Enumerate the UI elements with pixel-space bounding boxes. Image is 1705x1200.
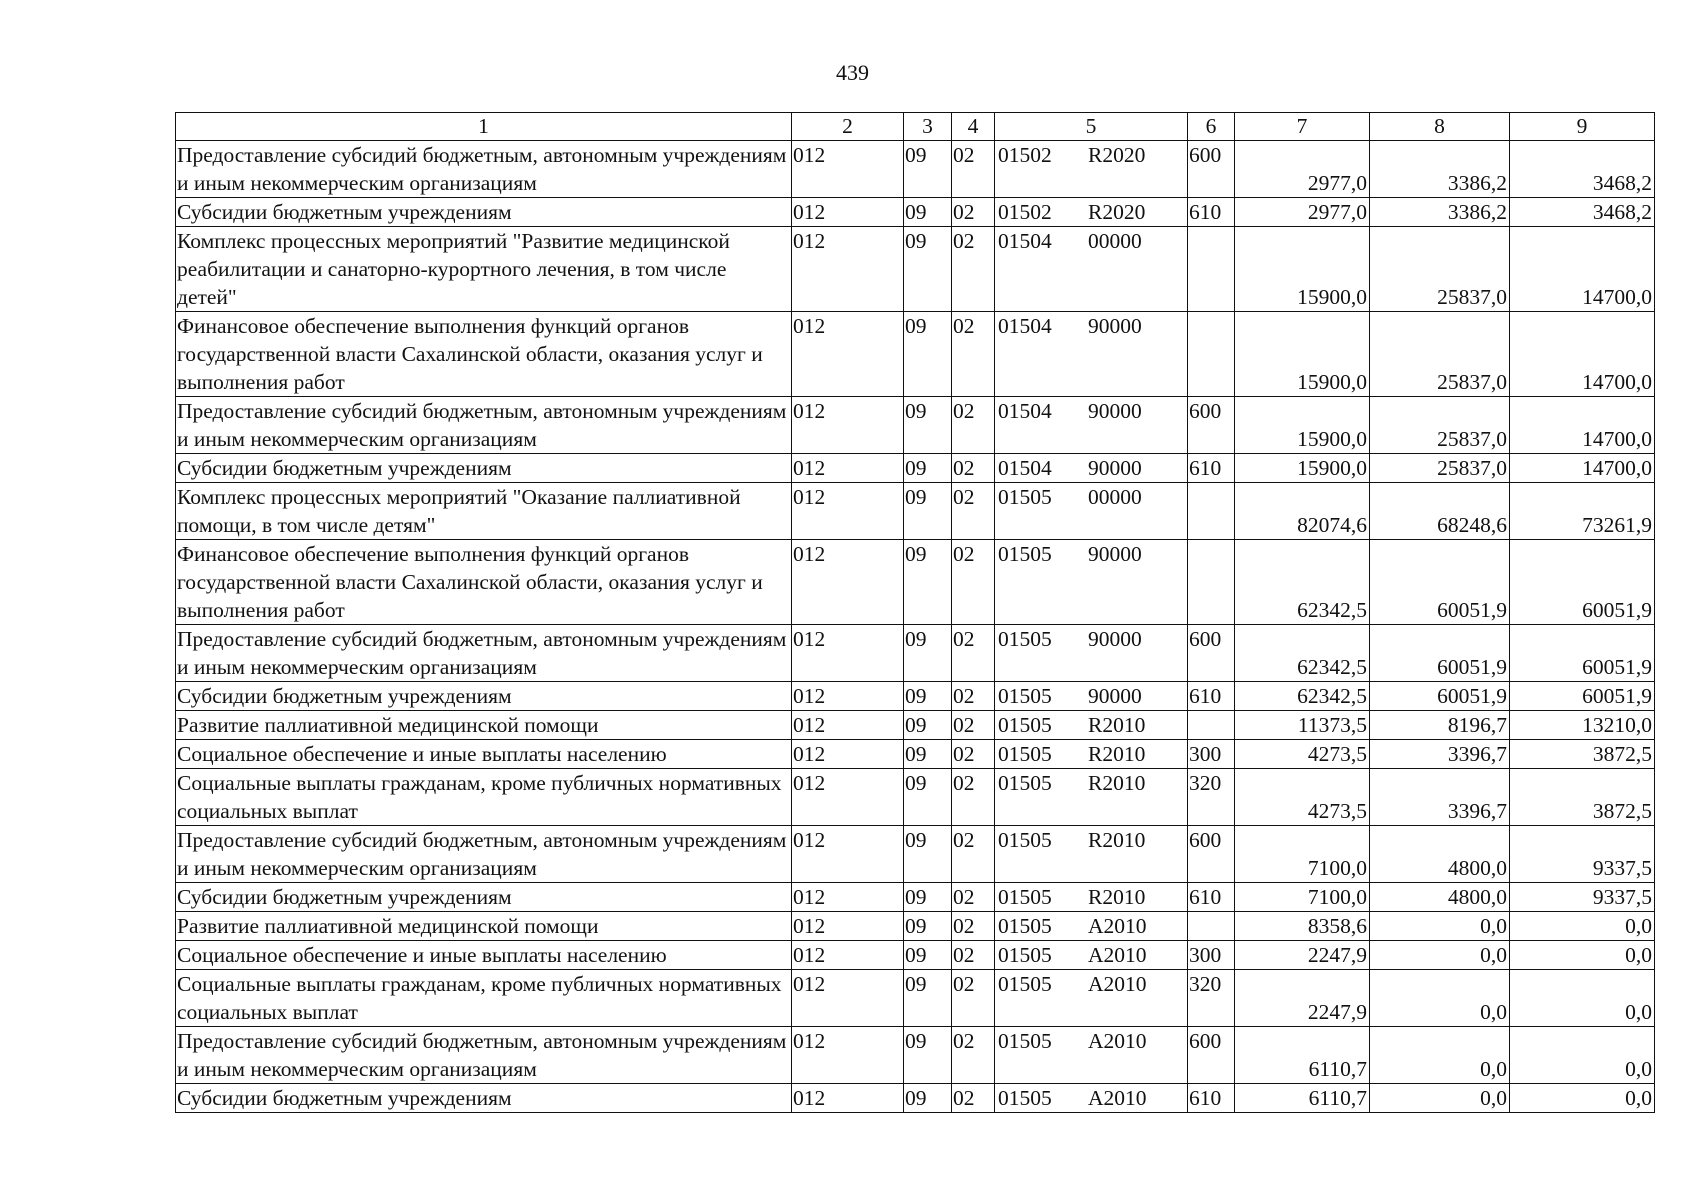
row-program-code: 01505 [998, 742, 1052, 766]
row-expense-type: 610 [1188, 883, 1235, 912]
row-name: Комплекс процессных мероприятий "Оказание паллиативной помощи, в том числе детям" [176, 483, 792, 540]
table-body [176, 141, 1655, 1113]
row-amount-col-9: 60051,9 [1510, 540, 1655, 625]
row-amount-col-8: 25837,0 [1370, 227, 1510, 312]
row-program-code: 01502 [998, 143, 1052, 167]
header-col-2: 2 [792, 113, 904, 141]
row-admin-code: 012 [792, 769, 904, 826]
row-admin-code: 012 [792, 1084, 904, 1113]
row-amount-col-8: 3386,2 [1370, 141, 1510, 198]
row-subsection-code: 02 [952, 198, 995, 227]
header-col-9: 9 [1510, 113, 1655, 141]
row-expense-type: 600 [1188, 826, 1235, 883]
row-subsection-code: 02 [952, 970, 995, 1027]
row-direction-code: R2020 [1088, 143, 1146, 167]
row-admin-code: 012 [792, 625, 904, 682]
row-admin-code: 012 [792, 941, 904, 970]
row-target-article [995, 1027, 1188, 1084]
row-target-article [995, 740, 1188, 769]
row-section-code: 09 [904, 454, 952, 483]
row-direction-code: R2010 [1088, 885, 1146, 909]
row-expense-type: 600 [1188, 141, 1235, 198]
row-amount-col-9: 0,0 [1510, 941, 1655, 970]
row-admin-code: 012 [792, 711, 904, 740]
row-program-code: 01505 [998, 914, 1052, 938]
table-row [176, 625, 1655, 682]
row-target-article [995, 941, 1188, 970]
row-program-code: 01505 [998, 943, 1052, 967]
row-direction-code: 90000 [1088, 627, 1142, 651]
row-admin-code: 012 [792, 454, 904, 483]
row-name: Предоставление субсидий бюджетным, автономным учреждениям и иным некоммерческим организациям [176, 826, 792, 883]
row-direction-code: 90000 [1088, 456, 1142, 480]
page-number: 439 [836, 60, 869, 85]
row-program-code: 01505 [998, 627, 1052, 651]
row-direction-code: A2010 [1088, 943, 1147, 967]
row-amount-col-9: 14700,0 [1510, 227, 1655, 312]
header-col-4: 4 [952, 113, 995, 141]
row-admin-code: 012 [792, 483, 904, 540]
row-expense-type [1188, 912, 1235, 941]
row-amount-col-8: 0,0 [1370, 912, 1510, 941]
row-section-code: 09 [904, 740, 952, 769]
row-amount-col-8: 4800,0 [1370, 826, 1510, 883]
table-row [176, 227, 1655, 312]
row-subsection-code: 02 [952, 826, 995, 883]
row-name: Развитие паллиативной медицинской помощи [176, 912, 792, 941]
row-subsection-code: 02 [952, 540, 995, 625]
row-name: Предоставление субсидий бюджетным, автономным учреждениям и иным некоммерческим организациям [176, 1027, 792, 1084]
row-name: Социальное обеспечение и иные выплаты населению [176, 740, 792, 769]
row-admin-code: 012 [792, 312, 904, 397]
row-expense-type: 610 [1188, 454, 1235, 483]
row-subsection-code: 02 [952, 625, 995, 682]
row-amount-col-8: 4800,0 [1370, 883, 1510, 912]
row-amount-col-8: 3396,7 [1370, 740, 1510, 769]
table-row [176, 1084, 1655, 1113]
row-name: Субсидии бюджетным учреждениям [176, 454, 792, 483]
header-col-3: 3 [904, 113, 952, 141]
row-subsection-code: 02 [952, 454, 995, 483]
row-name: Социальное обеспечение и иные выплаты населению [176, 941, 792, 970]
row-amount-col-7: 15900,0 [1235, 227, 1370, 312]
header-col-5: 5 [995, 113, 1188, 141]
row-program-code: 01504 [998, 456, 1052, 480]
row-name: Предоставление субсидий бюджетным, автономным учреждениям и иным некоммерческим организациям [176, 625, 792, 682]
row-target-article [995, 711, 1188, 740]
header-col-8: 8 [1370, 113, 1510, 141]
row-amount-col-7: 4273,5 [1235, 740, 1370, 769]
row-subsection-code: 02 [952, 1084, 995, 1113]
row-amount-col-9: 9337,5 [1510, 883, 1655, 912]
table-row [176, 397, 1655, 454]
row-program-code: 01502 [998, 200, 1052, 224]
row-admin-code: 012 [792, 740, 904, 769]
budget-table [175, 112, 1655, 1113]
row-section-code: 09 [904, 883, 952, 912]
row-name: Субсидии бюджетным учреждениям [176, 1084, 792, 1113]
row-target-article [995, 312, 1188, 397]
row-amount-col-9: 14700,0 [1510, 397, 1655, 454]
row-expense-type: 300 [1188, 941, 1235, 970]
row-direction-code: A2010 [1088, 1029, 1147, 1053]
row-amount-col-9: 3468,2 [1510, 198, 1655, 227]
row-direction-code: R2010 [1088, 771, 1146, 795]
row-expense-type: 600 [1188, 1027, 1235, 1084]
row-admin-code: 012 [792, 883, 904, 912]
row-expense-type: 600 [1188, 625, 1235, 682]
row-target-article [995, 483, 1188, 540]
row-target-article [995, 198, 1188, 227]
row-amount-col-9: 73261,9 [1510, 483, 1655, 540]
row-expense-type [1188, 312, 1235, 397]
row-expense-type: 320 [1188, 769, 1235, 826]
row-admin-code: 012 [792, 227, 904, 312]
row-amount-col-7: 62342,5 [1235, 682, 1370, 711]
row-name: Субсидии бюджетным учреждениям [176, 682, 792, 711]
table-row [176, 912, 1655, 941]
row-section-code: 09 [904, 227, 952, 312]
row-amount-col-7: 62342,5 [1235, 625, 1370, 682]
row-section-code: 09 [904, 711, 952, 740]
row-section-code: 09 [904, 1027, 952, 1084]
row-amount-col-7: 6110,7 [1235, 1027, 1370, 1084]
row-amount-col-8: 25837,0 [1370, 312, 1510, 397]
row-direction-code: 90000 [1088, 314, 1142, 338]
row-subsection-code: 02 [952, 483, 995, 540]
row-expense-type: 320 [1188, 970, 1235, 1027]
row-name: Социальные выплаты гражданам, кроме публичных нормативных социальных выплат [176, 769, 792, 826]
row-section-code: 09 [904, 198, 952, 227]
row-admin-code: 012 [792, 912, 904, 941]
row-amount-col-8: 3396,7 [1370, 769, 1510, 826]
row-amount-col-8: 8196,7 [1370, 711, 1510, 740]
row-amount-col-8: 0,0 [1370, 1084, 1510, 1113]
row-direction-code: R2010 [1088, 742, 1146, 766]
row-subsection-code: 02 [952, 912, 995, 941]
row-subsection-code: 02 [952, 769, 995, 826]
row-target-article [995, 454, 1188, 483]
row-amount-col-9: 3872,5 [1510, 769, 1655, 826]
row-direction-code: A2010 [1088, 972, 1147, 996]
row-amount-col-7: 2977,0 [1235, 198, 1370, 227]
row-amount-col-9: 0,0 [1510, 1027, 1655, 1084]
row-name: Финансовое обеспечение выполнения функций органов государственной власти Сахалинской области, оказания услуг и выполнения работ [176, 540, 792, 625]
header-row [176, 113, 1655, 141]
row-expense-type: 600 [1188, 397, 1235, 454]
row-subsection-code: 02 [952, 227, 995, 312]
row-amount-col-8: 0,0 [1370, 970, 1510, 1027]
row-amount-col-7: 7100,0 [1235, 826, 1370, 883]
row-amount-col-9: 3468,2 [1510, 141, 1655, 198]
row-amount-col-7: 11373,5 [1235, 711, 1370, 740]
row-expense-type: 300 [1188, 740, 1235, 769]
row-target-article [995, 540, 1188, 625]
row-target-article [995, 141, 1188, 198]
row-program-code: 01505 [998, 828, 1052, 852]
row-target-article [995, 1084, 1188, 1113]
row-direction-code: A2010 [1088, 1086, 1147, 1110]
row-amount-col-7: 4273,5 [1235, 769, 1370, 826]
row-subsection-code: 02 [952, 740, 995, 769]
row-amount-col-8: 25837,0 [1370, 397, 1510, 454]
row-admin-code: 012 [792, 682, 904, 711]
table-row [176, 740, 1655, 769]
row-subsection-code: 02 [952, 682, 995, 711]
row-section-code: 09 [904, 312, 952, 397]
row-amount-col-7: 15900,0 [1235, 397, 1370, 454]
row-direction-code: R2020 [1088, 200, 1146, 224]
row-subsection-code: 02 [952, 883, 995, 912]
row-program-code: 01504 [998, 229, 1052, 253]
row-section-code: 09 [904, 483, 952, 540]
row-subsection-code: 02 [952, 312, 995, 397]
row-direction-code: 90000 [1088, 399, 1142, 423]
row-program-code: 01505 [998, 1086, 1052, 1110]
row-admin-code: 012 [792, 141, 904, 198]
row-program-code: 01505 [998, 542, 1052, 566]
table-row [176, 769, 1655, 826]
row-subsection-code: 02 [952, 711, 995, 740]
row-target-article [995, 625, 1188, 682]
row-amount-col-7: 7100,0 [1235, 883, 1370, 912]
row-direction-code: 90000 [1088, 542, 1142, 566]
row-direction-code: 90000 [1088, 684, 1142, 708]
row-section-code: 09 [904, 540, 952, 625]
row-amount-col-8: 60051,9 [1370, 682, 1510, 711]
row-name: Предоставление субсидий бюджетным, автономным учреждениям и иным некоммерческим организациям [176, 397, 792, 454]
row-target-article [995, 227, 1188, 312]
row-amount-col-7: 62342,5 [1235, 540, 1370, 625]
header-col-1: 1 [176, 113, 792, 141]
table-row [176, 1027, 1655, 1084]
row-amount-col-7: 82074,6 [1235, 483, 1370, 540]
row-program-code: 01505 [998, 972, 1052, 996]
row-section-code: 09 [904, 912, 952, 941]
row-program-code: 01505 [998, 1029, 1052, 1053]
table-row [176, 970, 1655, 1027]
table-row [176, 941, 1655, 970]
table-row [176, 141, 1655, 198]
row-admin-code: 012 [792, 540, 904, 625]
row-program-code: 01504 [998, 314, 1052, 338]
row-amount-col-8: 0,0 [1370, 941, 1510, 970]
row-admin-code: 012 [792, 1027, 904, 1084]
row-direction-code: A2010 [1088, 914, 1147, 938]
row-amount-col-8: 60051,9 [1370, 540, 1510, 625]
row-subsection-code: 02 [952, 941, 995, 970]
table-row [176, 826, 1655, 883]
table-row [176, 883, 1655, 912]
row-amount-col-7: 15900,0 [1235, 454, 1370, 483]
row-expense-type: 610 [1188, 198, 1235, 227]
row-expense-type [1188, 540, 1235, 625]
table-row [176, 312, 1655, 397]
row-amount-col-9: 60051,9 [1510, 682, 1655, 711]
row-expense-type: 610 [1188, 682, 1235, 711]
row-name: Развитие паллиативной медицинской помощи [176, 711, 792, 740]
row-target-article [995, 912, 1188, 941]
row-target-article [995, 397, 1188, 454]
row-program-code: 01505 [998, 485, 1052, 509]
row-amount-col-8: 68248,6 [1370, 483, 1510, 540]
row-amount-col-8: 60051,9 [1370, 625, 1510, 682]
row-amount-col-7: 8358,6 [1235, 912, 1370, 941]
row-section-code: 09 [904, 625, 952, 682]
table-row [176, 483, 1655, 540]
row-target-article [995, 970, 1188, 1027]
row-target-article [995, 826, 1188, 883]
row-amount-col-9: 9337,5 [1510, 826, 1655, 883]
row-expense-type [1188, 711, 1235, 740]
row-program-code: 01505 [998, 713, 1052, 737]
table-row [176, 711, 1655, 740]
table-row [176, 454, 1655, 483]
row-amount-col-8: 3386,2 [1370, 198, 1510, 227]
row-program-code: 01505 [998, 885, 1052, 909]
row-direction-code: R2010 [1088, 828, 1146, 852]
row-amount-col-8: 0,0 [1370, 1027, 1510, 1084]
row-amount-col-9: 13210,0 [1510, 711, 1655, 740]
row-section-code: 09 [904, 397, 952, 454]
row-amount-col-9: 14700,0 [1510, 312, 1655, 397]
row-admin-code: 012 [792, 397, 904, 454]
row-direction-code: 00000 [1088, 485, 1142, 509]
row-amount-col-7: 6110,7 [1235, 1084, 1370, 1113]
row-name: Социальные выплаты гражданам, кроме публичных нормативных социальных выплат [176, 970, 792, 1027]
row-expense-type [1188, 227, 1235, 312]
row-section-code: 09 [904, 826, 952, 883]
row-section-code: 09 [904, 769, 952, 826]
row-section-code: 09 [904, 1084, 952, 1113]
table-row [176, 682, 1655, 711]
header-col-6: 6 [1188, 113, 1235, 141]
header-col-7: 7 [1235, 113, 1370, 141]
row-amount-col-9: 0,0 [1510, 1084, 1655, 1113]
row-target-article [995, 682, 1188, 711]
row-expense-type: 610 [1188, 1084, 1235, 1113]
row-subsection-code: 02 [952, 397, 995, 454]
row-amount-col-9: 3872,5 [1510, 740, 1655, 769]
row-amount-col-9: 0,0 [1510, 970, 1655, 1027]
row-section-code: 09 [904, 141, 952, 198]
row-admin-code: 012 [792, 198, 904, 227]
row-program-code: 01505 [998, 771, 1052, 795]
row-expense-type [1188, 483, 1235, 540]
row-amount-col-9: 14700,0 [1510, 454, 1655, 483]
row-subsection-code: 02 [952, 1027, 995, 1084]
row-name: Предоставление субсидий бюджетным, автономным учреждениям и иным некоммерческим организациям [176, 141, 792, 198]
row-section-code: 09 [904, 682, 952, 711]
row-subsection-code: 02 [952, 141, 995, 198]
row-amount-col-9: 0,0 [1510, 912, 1655, 941]
row-name: Субсидии бюджетным учреждениям [176, 883, 792, 912]
row-amount-col-8: 25837,0 [1370, 454, 1510, 483]
row-direction-code: 00000 [1088, 229, 1142, 253]
row-name: Комплекс процессных мероприятий "Развитие медицинской реабилитации и санаторно-курортного лечения, в том числе детей" [176, 227, 792, 312]
row-name: Субсидии бюджетным учреждениям [176, 198, 792, 227]
row-section-code: 09 [904, 970, 952, 1027]
row-target-article [995, 769, 1188, 826]
row-admin-code: 012 [792, 826, 904, 883]
row-amount-col-7: 2247,9 [1235, 970, 1370, 1027]
row-target-article [995, 883, 1188, 912]
row-program-code: 01505 [998, 684, 1052, 708]
row-amount-col-9: 60051,9 [1510, 625, 1655, 682]
row-direction-code: R2010 [1088, 713, 1146, 737]
row-section-code: 09 [904, 941, 952, 970]
row-amount-col-7: 2977,0 [1235, 141, 1370, 198]
table-row [176, 540, 1655, 625]
row-program-code: 01504 [998, 399, 1052, 423]
row-name: Финансовое обеспечение выполнения функций органов государственной власти Сахалинской области, оказания услуг и выполнения работ [176, 312, 792, 397]
row-admin-code: 012 [792, 970, 904, 1027]
row-amount-col-7: 15900,0 [1235, 312, 1370, 397]
table-row [176, 198, 1655, 227]
row-amount-col-7: 2247,9 [1235, 941, 1370, 970]
